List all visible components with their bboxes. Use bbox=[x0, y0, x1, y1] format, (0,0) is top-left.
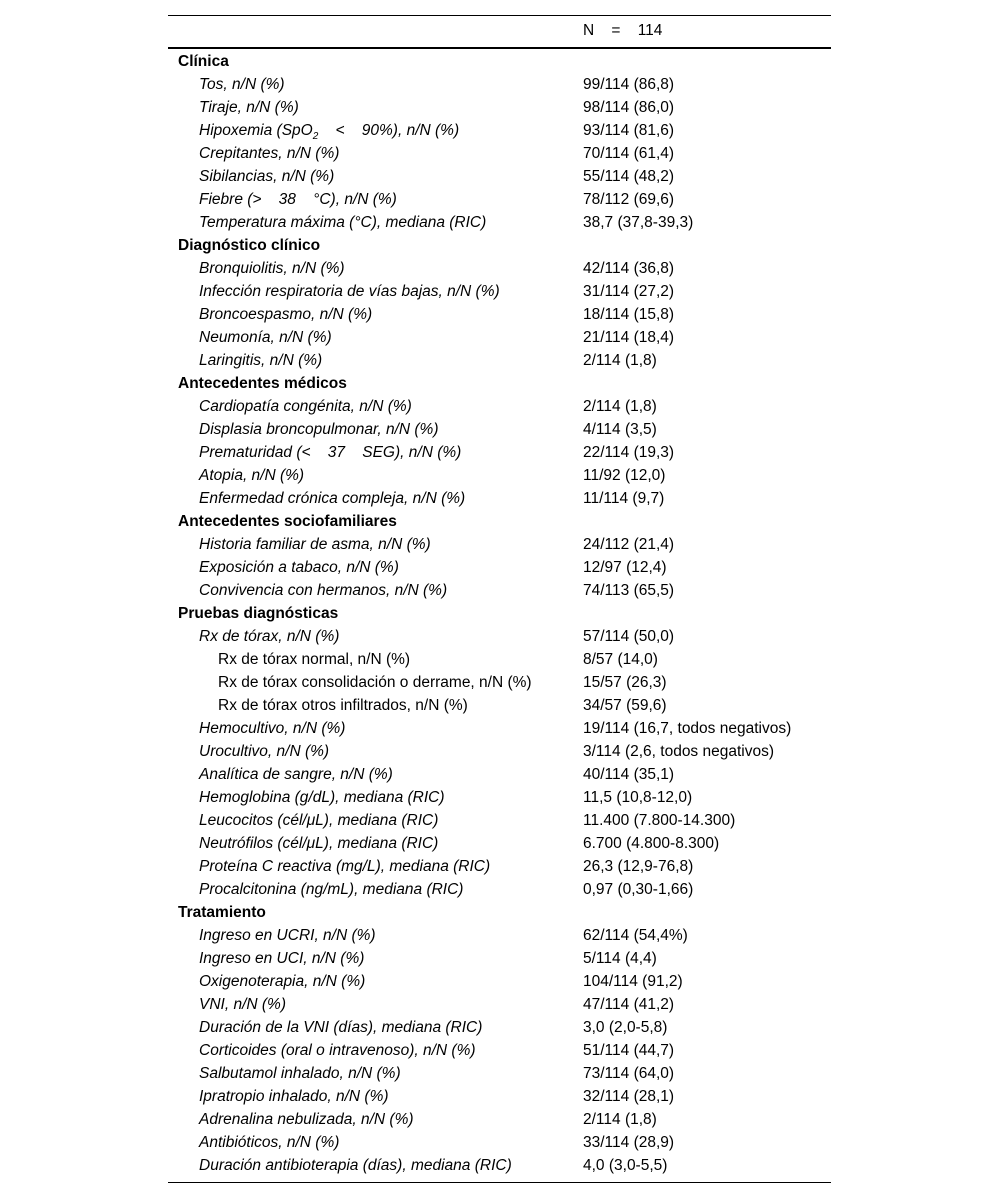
row-value: 57/114 (50,0) bbox=[583, 628, 675, 645]
table-row bbox=[168, 1063, 831, 1086]
row-value: 11,5 (10,8-12,0) bbox=[583, 789, 693, 806]
table-row bbox=[168, 948, 831, 971]
table-row bbox=[168, 488, 831, 511]
table-row bbox=[168, 166, 831, 189]
row-label-text: Hipoxemia (SpO bbox=[199, 122, 313, 139]
row-label: Duración de la VNI (días), mediana (RIC) bbox=[199, 1019, 483, 1036]
bottom-rule bbox=[168, 1182, 831, 1183]
table-row bbox=[168, 281, 831, 304]
data-table bbox=[168, 15, 831, 1183]
row-label: Procalcitonina (ng/mL), mediana (RIC) bbox=[199, 881, 464, 898]
table-row bbox=[168, 1155, 831, 1178]
row-label: Cardiopatía congénita, n/N (%) bbox=[199, 398, 412, 415]
row-value: 3/114 (2,6, todos negativos) bbox=[583, 743, 775, 760]
section-title: Antecedentes médicos bbox=[178, 375, 347, 392]
row-value: 21/114 (18,4) bbox=[583, 329, 675, 346]
table-row bbox=[168, 764, 831, 787]
row-value: 47/114 (41,2) bbox=[583, 996, 675, 1013]
row-value: 5/114 (4,4) bbox=[583, 950, 657, 967]
row-label: Duración antibioterapia (días), mediana (RIC) bbox=[199, 1157, 512, 1174]
section-header-row bbox=[168, 373, 831, 396]
table-row bbox=[168, 396, 831, 419]
table-row bbox=[168, 534, 831, 557]
row-label: Enfermedad crónica compleja, n/N (%) bbox=[199, 490, 466, 507]
table-row bbox=[168, 258, 831, 281]
row-value: 74/113 (65,5) bbox=[583, 582, 675, 599]
table-row bbox=[168, 971, 831, 994]
table-row bbox=[168, 419, 831, 442]
row-value: 24/112 (21,4) bbox=[583, 536, 675, 553]
row-label: Rx de tórax otros infiltrados, n/N (%) bbox=[218, 697, 468, 714]
row-value: 93/114 (81,6) bbox=[583, 122, 675, 139]
table-row bbox=[168, 649, 831, 672]
row-label: Crepitantes, n/N (%) bbox=[199, 145, 340, 162]
section-title: Clínica bbox=[178, 53, 229, 70]
table-row bbox=[168, 879, 831, 902]
row-value: 33/114 (28,9) bbox=[583, 1134, 675, 1151]
table-row bbox=[168, 465, 831, 488]
row-value: 0,97 (0,30-1,66) bbox=[583, 881, 694, 898]
row-label: Rx de tórax, n/N (%) bbox=[199, 628, 340, 645]
row-value: 19/114 (16,7, todos negativos) bbox=[583, 720, 792, 737]
row-value: 2/114 (1,8) bbox=[583, 352, 657, 369]
row-value: 40/114 (35,1) bbox=[583, 766, 675, 783]
row-value: 42/114 (36,8) bbox=[583, 260, 675, 277]
row-label: Exposición a tabaco, n/N (%) bbox=[199, 559, 399, 576]
row-value: 38,7 (37,8-39,3) bbox=[583, 214, 694, 231]
table-row bbox=[168, 787, 831, 810]
row-label: Ingreso en UCI, n/N (%) bbox=[199, 950, 365, 967]
row-label: Urocultivo, n/N (%) bbox=[199, 743, 330, 760]
row-value: 4/114 (3,5) bbox=[583, 421, 657, 438]
column-header-n: N = 114 bbox=[583, 22, 663, 39]
table-row bbox=[168, 741, 831, 764]
row-label: Antibióticos, n/N (%) bbox=[199, 1134, 340, 1151]
section-title: Pruebas diagnósticas bbox=[178, 605, 339, 622]
row-label: Displasia broncopulmonar, n/N (%) bbox=[199, 421, 439, 438]
row-value: 70/114 (61,4) bbox=[583, 145, 675, 162]
row-value: 18/114 (15,8) bbox=[583, 306, 675, 323]
row-value: 2/114 (1,8) bbox=[583, 1111, 657, 1128]
row-label: Historia familiar de asma, n/N (%) bbox=[199, 536, 431, 553]
row-label: Convivencia con hermanos, n/N (%) bbox=[199, 582, 448, 599]
row-label: Proteína C reactiva (mg/L), mediana (RIC) bbox=[199, 858, 491, 875]
row-label: Broncoespasmo, n/N (%) bbox=[199, 306, 373, 323]
row-label: Fiebre (> 38 °C), n/N (%) bbox=[199, 191, 397, 208]
row-value: 98/114 (86,0) bbox=[583, 99, 675, 116]
row-value: 31/114 (27,2) bbox=[583, 283, 675, 300]
row-label: Bronquiolitis, n/N (%) bbox=[199, 260, 345, 277]
table-body bbox=[168, 49, 831, 1178]
row-label: Infección respiratoria de vías bajas, n/N (%) bbox=[199, 283, 500, 300]
row-label: Hemocultivo, n/N (%) bbox=[199, 720, 346, 737]
row-value: 4,0 (3,0-5,5) bbox=[583, 1157, 668, 1174]
table-row bbox=[168, 304, 831, 327]
row-value: 15/57 (26,3) bbox=[583, 674, 667, 691]
row-value: 6.700 (4.800-8.300) bbox=[583, 835, 720, 852]
row-label-text: < 90%), n/N (%) bbox=[318, 122, 460, 139]
row-label: Neumonía, n/N (%) bbox=[199, 329, 332, 346]
row-label: Tiraje, n/N (%) bbox=[199, 99, 299, 116]
table-row bbox=[168, 143, 831, 166]
row-label: Sibilancias, n/N (%) bbox=[199, 168, 335, 185]
table-row bbox=[168, 1017, 831, 1040]
row-value: 11/114 (9,7) bbox=[583, 490, 665, 507]
row-value: 32/114 (28,1) bbox=[583, 1088, 675, 1105]
table-row bbox=[168, 626, 831, 649]
row-value: 34/57 (59,6) bbox=[583, 697, 667, 714]
row-label: Ingreso en UCRI, n/N (%) bbox=[199, 927, 376, 944]
row-label: Hemoglobina (g/dL), mediana (RIC) bbox=[199, 789, 445, 806]
row-label: Tos, n/N (%) bbox=[199, 76, 285, 93]
row-value: 26,3 (12,9-76,8) bbox=[583, 858, 694, 875]
row-label: Corticoides (oral o intravenoso), n/N (%) bbox=[199, 1042, 476, 1059]
row-value: 12/97 (12,4) bbox=[583, 559, 667, 576]
table-row bbox=[168, 1109, 831, 1132]
table-row bbox=[168, 442, 831, 465]
row-value: 2/114 (1,8) bbox=[583, 398, 657, 415]
row-label: Rx de tórax consolidación o derrame, n/N (%) bbox=[218, 674, 532, 691]
row-label bbox=[199, 122, 459, 142]
table-row bbox=[168, 120, 831, 143]
row-label: Analítica de sangre, n/N (%) bbox=[199, 766, 393, 783]
table-row bbox=[168, 350, 831, 373]
table-row bbox=[168, 97, 831, 120]
section-title: Diagnóstico clínico bbox=[178, 237, 321, 254]
row-label: VNI, n/N (%) bbox=[199, 996, 286, 1013]
row-label: Oxigenoterapia, n/N (%) bbox=[199, 973, 366, 990]
row-value: 51/114 (44,7) bbox=[583, 1042, 675, 1059]
row-value: 8/57 (14,0) bbox=[583, 651, 658, 668]
row-value: 3,0 (2,0-5,8) bbox=[583, 1019, 668, 1036]
row-label: Neutrófilos (cél/μL), mediana (RIC) bbox=[199, 835, 439, 852]
row-label: Ipratropio inhalado, n/N (%) bbox=[199, 1088, 389, 1105]
section-header-row bbox=[168, 511, 831, 534]
row-label: Prematuridad (< 37 SEG), n/N (%) bbox=[199, 444, 462, 461]
row-value: 104/114 (91,2) bbox=[583, 973, 683, 990]
table-row bbox=[168, 212, 831, 235]
row-value: 62/114 (54,4%) bbox=[583, 927, 688, 944]
row-value: 11/92 (12,0) bbox=[583, 467, 666, 484]
table-row bbox=[168, 695, 831, 718]
section-header-row bbox=[168, 51, 831, 74]
table-row bbox=[168, 557, 831, 580]
table-row bbox=[168, 327, 831, 350]
row-label: Adrenalina nebulizada, n/N (%) bbox=[199, 1111, 414, 1128]
table-row bbox=[168, 1040, 831, 1063]
table-row bbox=[168, 856, 831, 879]
table-row bbox=[168, 994, 831, 1017]
table-row bbox=[168, 718, 831, 741]
row-label-subscript: 2 bbox=[312, 131, 319, 143]
table-row bbox=[168, 833, 831, 856]
row-label: Leucocitos (cél/μL), mediana (RIC) bbox=[199, 812, 439, 829]
table-row bbox=[168, 189, 831, 212]
table-row bbox=[168, 1132, 831, 1155]
row-label: Rx de tórax normal, n/N (%) bbox=[218, 651, 411, 668]
section-header-row bbox=[168, 603, 831, 626]
section-header-row bbox=[168, 902, 831, 925]
section-header-row bbox=[168, 235, 831, 258]
section-title: Tratamiento bbox=[178, 904, 266, 921]
table-row bbox=[168, 810, 831, 833]
row-label: Laringitis, n/N (%) bbox=[199, 352, 323, 369]
table-row bbox=[168, 1086, 831, 1109]
row-label: Atopia, n/N (%) bbox=[199, 467, 305, 484]
row-label: Salbutamol inhalado, n/N (%) bbox=[199, 1065, 401, 1082]
table-row bbox=[168, 672, 831, 695]
row-value: 99/114 (86,8) bbox=[583, 76, 675, 93]
table-row bbox=[168, 925, 831, 948]
table-header bbox=[168, 16, 831, 47]
table-row bbox=[168, 74, 831, 97]
row-label: Temperatura máxima (°C), mediana (RIC) bbox=[199, 214, 487, 231]
section-title: Antecedentes sociofamiliares bbox=[178, 513, 397, 530]
row-value: 11.400 (7.800-14.300) bbox=[583, 812, 736, 829]
row-value: 22/114 (19,3) bbox=[583, 444, 675, 461]
row-value: 73/114 (64,0) bbox=[583, 1065, 675, 1082]
table-row bbox=[168, 580, 831, 603]
row-value: 78/112 (69,6) bbox=[583, 191, 675, 208]
row-value: 55/114 (48,2) bbox=[583, 168, 675, 185]
